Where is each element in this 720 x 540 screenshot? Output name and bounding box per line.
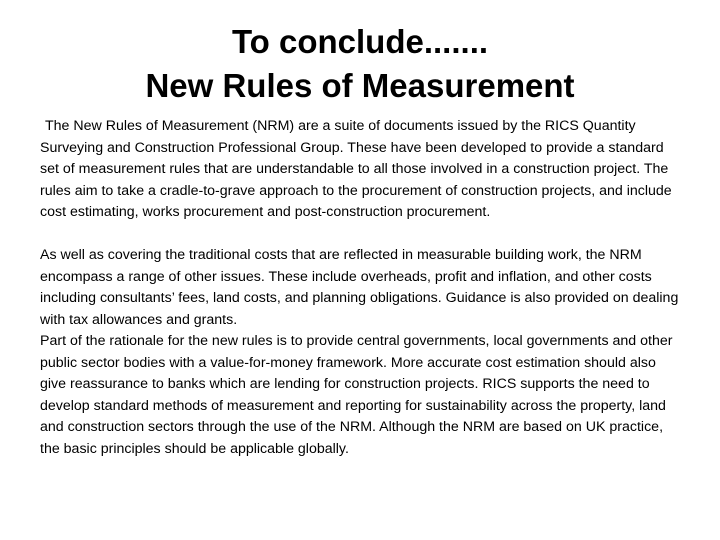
title-line-2: New Rules of Measurement — [145, 67, 575, 104]
paragraph-intro: The New Rules of Measurement (NRM) are a suite of documents issued by the RICS Quantity Surveying and Construction Professional Group. These have been developed to provide a standard set of measurement rules that are understandable to all those involved in a construction project. The rules aim to take a cradle-to-grave approach to the procurement of construction projects, and include cost estimating, works procurement and post-construction procurement. — [40, 118, 672, 220]
title-line-1: To conclude....... — [231, 23, 489, 60]
body-text — [40, 116, 680, 460]
paragraph-rationale: Part of the rationale for the new rules is to provide central governments, local governments and other public sector bodies with a value-for-money framework. More accurate cost estimation should also give reassurance to banks which are lending for construction projects. RICS supports the need to develop standard methods of measurement and reporting for sustainability across the property, land and construction sectors through the use of the NRM. Although the NRM are based on UK practice, the basic principles should be applicable globally. — [40, 333, 673, 457]
slide-title — [0, 20, 720, 108]
paragraph-costs: As well as covering the traditional costs that are reflected in measurable building work, the NRM encompass a range of other issues. These include overheads, profit and inflation, and other costs including consultants’ fees, land costs, and planning obligations. Guidance is also provided on dealing with tax allowances and grants. — [40, 247, 679, 328]
